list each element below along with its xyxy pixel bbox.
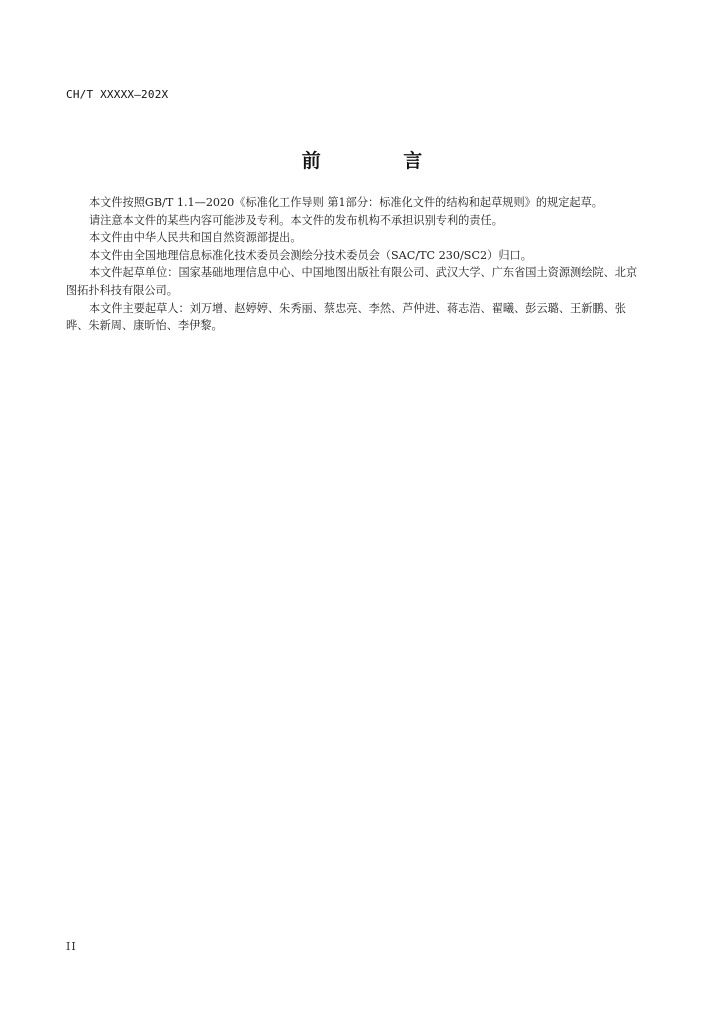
document-code: CH/T XXXXX—202X — [66, 88, 169, 101]
paragraph-drafting-rules: 本文件按照GB/T 1.1—2020《标准化工作导则 第1部分：标准化文件的结构和起草规则》的规定起草。 — [88, 196, 603, 209]
paragraph-main-drafters: 本文件主要起草人：刘万增、赵婷婷、朱秀丽、蔡忠亮、李然、芦仲进、蒋志浩、翟曦、彭云璐、王新鹏、张晔、朱新周、康昕怡、李伊黎。 — [66, 301, 626, 333]
paragraph-under-jurisdiction: 本文件由全国地理信息标准化技术委员会测绘分技术委员会（SAC/TC 230/SC2）归口。 — [88, 248, 532, 262]
page-title: 前 言 — [301, 150, 461, 172]
paragraph-patent-notice: 请注意本文件的某些内容可能涉及专利。本文件的发布机构不承担识别专利的责任。 — [88, 213, 503, 227]
page-number: II — [66, 940, 77, 953]
paragraph-proposed-by: 本文件由中华人民共和国自然资源部提出。 — [88, 231, 302, 245]
paragraph-drafting-units: 本文件起草单位：国家基础地理信息中心、中国地图出版社有限公司、武汉大学、广东省国土资源测绘院、北京图拓扑科技有限公司。 — [66, 266, 638, 297]
foreword-body — [66, 194, 648, 335]
